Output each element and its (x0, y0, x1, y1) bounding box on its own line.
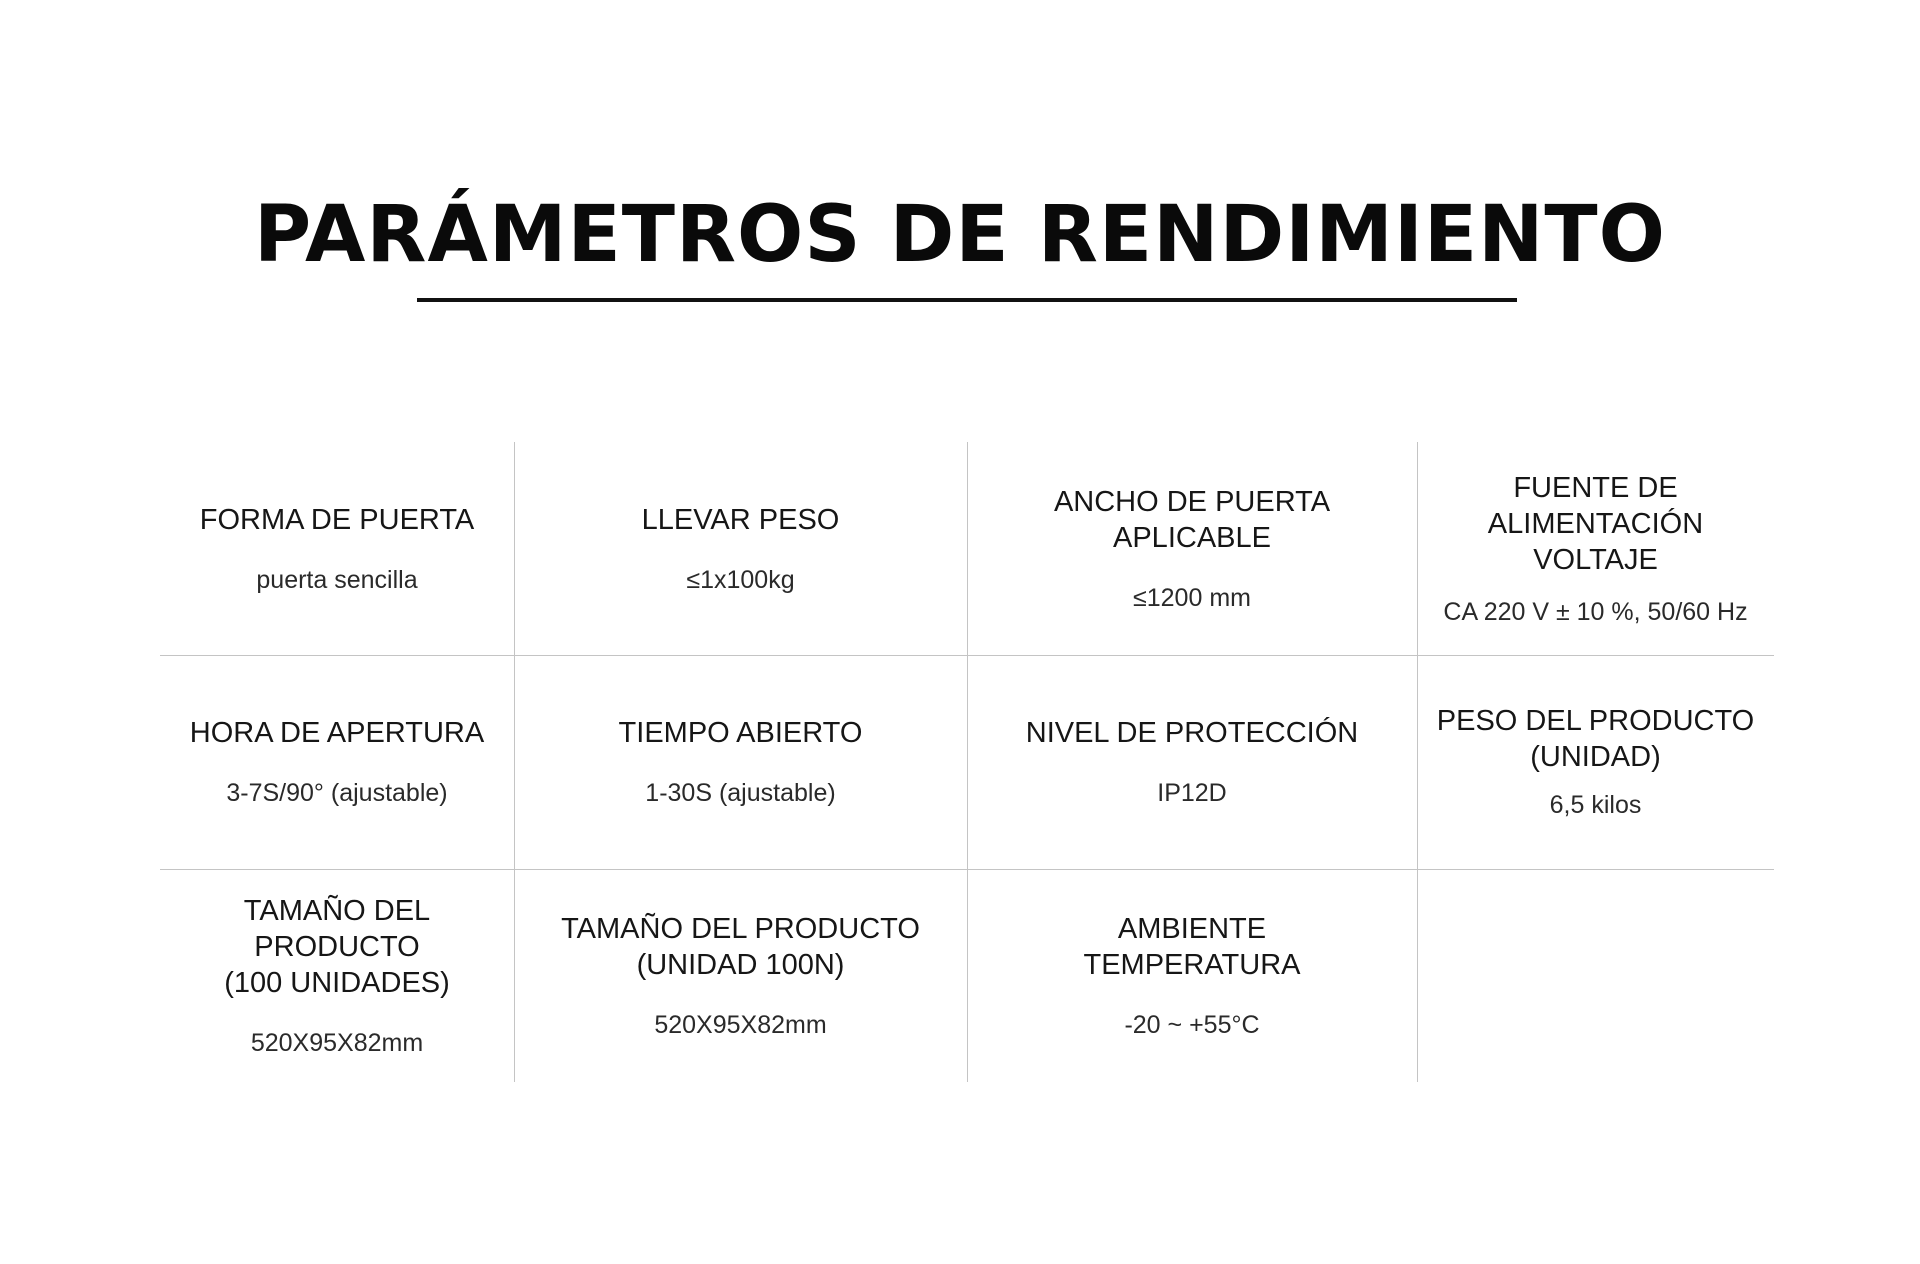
spec-value: 1-30S (ajustable) (645, 778, 836, 807)
spec-cell-empty (1417, 869, 1774, 1082)
spec-cell-opening-time (160, 655, 514, 868)
spec-value: CA 220 V ± 10 %, 50/60 Hz (1443, 597, 1748, 626)
spec-cell-ambient-temperature (967, 869, 1417, 1082)
spec-label: TAMAÑO DEL PRODUCTO (100 UNIDADES) (224, 894, 450, 999)
spec-label: FORMA DE PUERTA (199, 503, 475, 536)
spec-cell-load-weight (514, 442, 967, 655)
spec-label: ANCHO DE PUERTA APLICABLE (1053, 485, 1331, 554)
spec-value: 520X95X82mm (654, 1010, 827, 1039)
spec-value: ≤1x100kg (686, 565, 795, 594)
spec-cell-door-type (160, 442, 514, 655)
spec-value: 520X95X82mm (250, 1028, 424, 1057)
spec-cell-protection-level (967, 655, 1417, 868)
spec-value: puerta sencilla (256, 565, 418, 594)
spec-label: HORA DE APERTURA (189, 716, 485, 749)
spec-cell-door-width (967, 442, 1417, 655)
spec-label: FUENTE DE ALIMENTACIÓN VOLTAJE (1487, 471, 1704, 576)
spec-cell-product-size-100 (160, 869, 514, 1082)
spec-cell-open-time (514, 655, 967, 868)
spec-label: NIVEL DE PROTECCIÓN (1025, 716, 1359, 749)
spec-table (160, 442, 1774, 1082)
spec-value: -20 ~ +55°C (1124, 1010, 1260, 1039)
page-title: PARÁMETROS DE RENDIMIENTO (254, 190, 1666, 280)
spec-value: 6,5 kilos (1549, 790, 1642, 819)
spec-value: IP12D (1157, 778, 1227, 807)
title-underline (417, 298, 1517, 302)
spec-cell-power-supply (1417, 442, 1774, 655)
spec-value: ≤1200 mm (1133, 583, 1251, 612)
spec-label: AMBIENTE TEMPERATURA (1083, 912, 1301, 981)
spec-label: TAMAÑO DEL PRODUCTO (UNIDAD 100N) (561, 912, 920, 981)
spec-label: PESO DEL PRODUCTO (UNIDAD) (1436, 704, 1755, 773)
spec-cell-product-weight (1417, 655, 1774, 868)
spec-value: 3-7S/90° (ajustable) (226, 778, 448, 807)
spec-cell-product-size-100n (514, 869, 967, 1082)
spec-label: LLEVAR PESO (641, 503, 840, 536)
spec-label: TIEMPO ABIERTO (618, 716, 863, 749)
